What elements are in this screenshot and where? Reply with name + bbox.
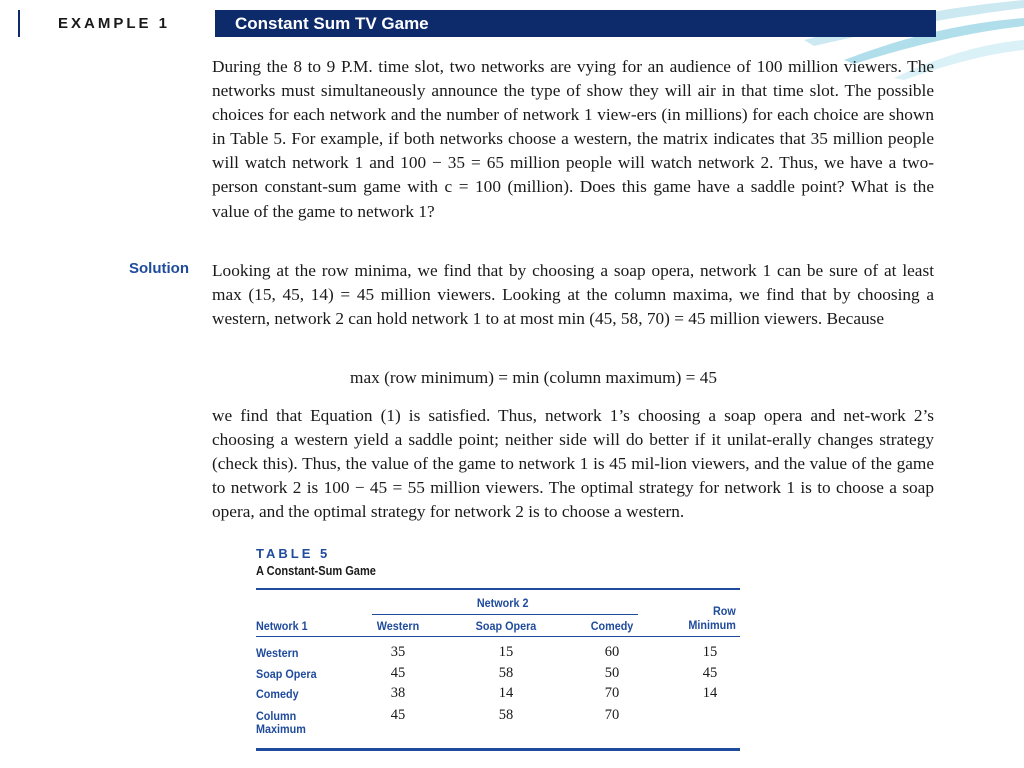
table-cell: 38 [390,685,406,701]
column-maximum-label-2: Maximum [256,722,306,736]
table-cell: 60 [604,644,620,660]
group-header-network-2: Network 2 [476,596,529,610]
problem-paragraph: During the 8 to 9 P.M. time slot, two networks are vying for an audience of 100 million viewers. The networks must simultaneously announce the type of show they will air in that time slot. The possible choices for each network and the number of network 1 view-ers (in millions) for each choice are shown in Table 5. For example, if both networks choose a western, the matrix indicates that 35 million people will watch network 1 and 100 − 35 = 65 million people will watch network 2. Thus, we have a two-person constant-sum game with c = 100 (million). Does this game have a saddle point? What is the value of the game to network 1? [212,57,934,221]
table-cell: 14 [498,685,514,701]
table-title-block [256,546,740,578]
column-maximum-label-1: Column [256,709,297,723]
table-caption: A Constant-Sum Game [256,563,376,578]
column-maximum-cell: 45 [390,707,406,723]
solution-label: Solution [129,260,189,277]
solution-paragraph-2: we find that Equation (1) is satisfied. Thus, network 1’s choosing a soap opera and net-work 2’s choosing a western yield a saddle point; neither side will do better if it unilat-erally changes strategy (check this). Thus, the value of the game to network 1 is 45 mil-lion viewers, and the value of the game to network 2 is 100 − 45 = 55 million viewers. The optimal strategy for network 1 is to choose a soap opera, and the optimal strategy for network 2 is to choose a western. [212,406,934,522]
row-header-network-1: Network 1 [256,619,308,633]
table-cell: 70 [604,685,620,701]
saddle-point-equation: max (row minimum) = min (column maximum) = 45 [350,368,717,387]
row-label-comedy: Comedy [256,687,299,701]
example-label: EXAMPLE 1 [20,10,215,37]
column-header-soap-opera: Soap Opera [475,619,537,633]
table-cell: 15 [498,644,514,660]
column-maximum-cell: 58 [498,707,514,723]
row-label-soap-opera: Soap Opera [256,667,317,681]
row-min-header-2: Minimum [688,618,736,632]
row-minimum-cell: 15 [702,644,718,660]
table-tag: TABLE 5 [256,546,331,561]
column-header-western: Western [376,619,420,633]
example-header [18,10,936,37]
solution-paragraph-1: Looking at the row minima, we find that by choosing a soap opera, network 1 can be sure of at least max (15, 45, 14) = 45 million viewers. Looking at the column maxima, we find that by choosing a western, network 2 can hold network 1 to at most min (45, 58, 70) = 45 million viewers. Because [212,261,934,329]
table-cell: 50 [604,665,620,681]
header-rule [256,636,740,637]
group-header-rule [372,614,638,615]
row-minimum-cell: 14 [702,685,718,701]
constant-sum-table [256,588,740,751]
row-label-western: Western [256,646,299,660]
row-min-header-1: Row [712,604,736,618]
table-cell: 35 [390,644,406,660]
row-minimum-cell: 45 [702,665,718,681]
table-cell: 58 [498,665,514,681]
column-header-comedy: Comedy [590,619,634,633]
table-cell: 45 [390,665,406,681]
example-title: Constant Sum TV Game [235,13,429,33]
column-maximum-cell: 70 [604,707,620,723]
